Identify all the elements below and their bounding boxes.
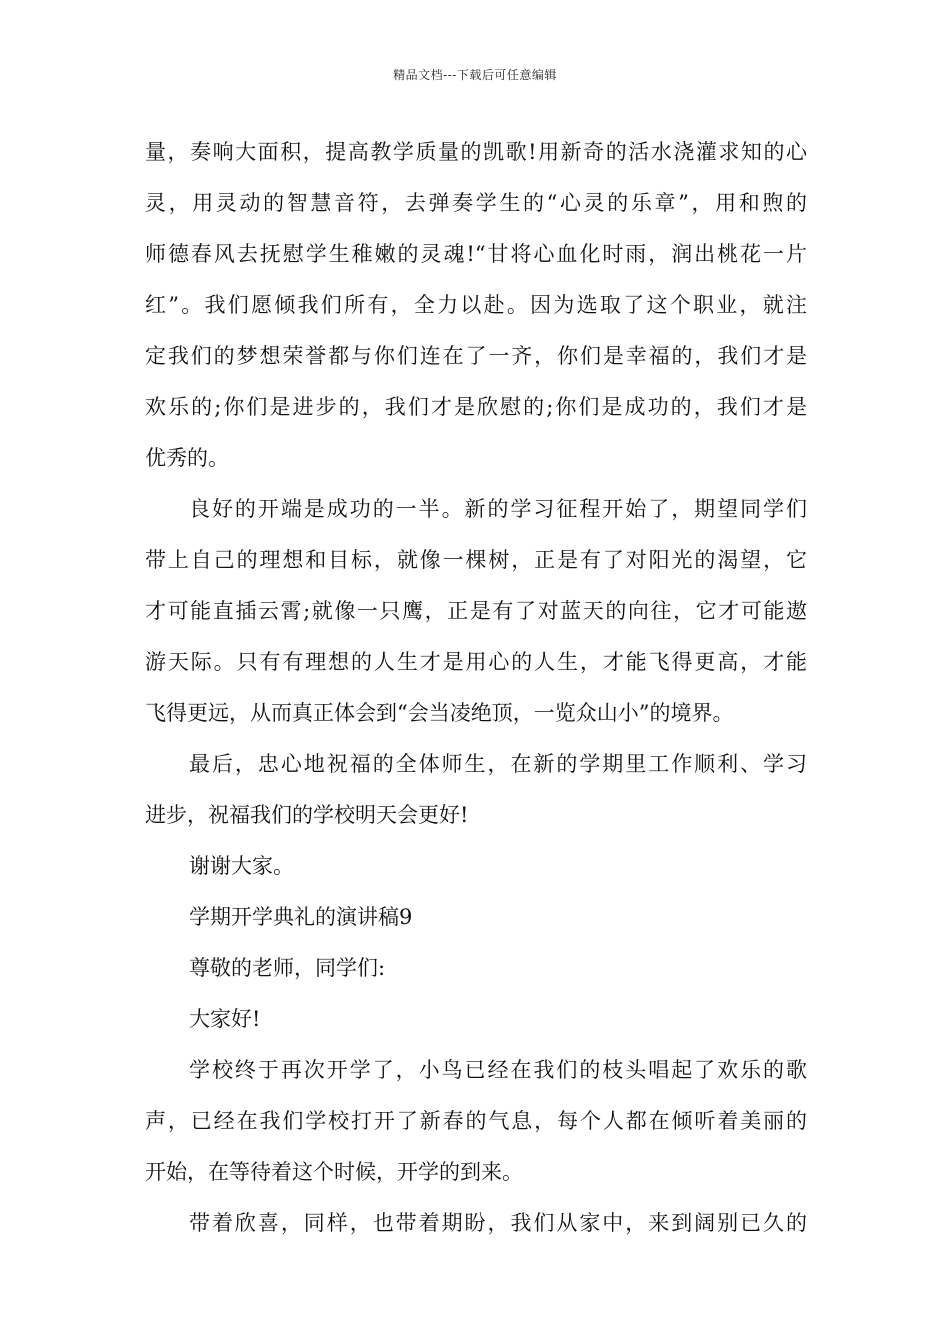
page-header: 精品文档---下载后可任意编辑 xyxy=(393,68,557,82)
paragraph xyxy=(145,127,807,484)
text-line: 带上自己的理想和目标，就像一棵树，正是有了对阳光的渴望，它 xyxy=(145,548,807,572)
text-line: 最后，忠心地祝福的全体师生，在新的学期里工作顺利、学习 xyxy=(189,752,807,776)
text-line: 进步，祝福我们的学校明天会更好! xyxy=(145,803,469,827)
text-line: 游天际。只有有理想的人生才是用心的人生，才能飞得更高，才能 xyxy=(145,650,807,674)
text-line: 带着欣喜，同样，也带着期盼，我们从家中，来到阔别已久的 xyxy=(189,1211,807,1235)
text-line: 定我们的梦想荣誉都与你们连在了一齐，你们是幸福的，我们才是 xyxy=(145,344,807,368)
text-line: 学期开学典礼的演讲稿9 xyxy=(189,905,413,929)
text-line: 学校终于再次开学了，小鸟已经在我们的枝头唱起了欢乐的歌 xyxy=(189,1058,807,1082)
text-line: 飞得更远，从而真正体会到“会当凌绝顶，一览众山小”的境界。 xyxy=(145,701,734,725)
text-line: 尊敬的老师，同学们: xyxy=(189,956,386,980)
text-line: 师德春风去抚慰学生稚嫩的灵魂!“甘将心血化时雨，润出桃花一片 xyxy=(145,242,807,266)
text-line: 声，已经在我们学校打开了新春的气息，每个人都在倾听着美丽的 xyxy=(145,1109,807,1133)
paragraph xyxy=(145,994,807,1045)
document-body xyxy=(145,127,807,1249)
paragraph xyxy=(145,943,807,994)
paragraph xyxy=(145,739,807,841)
paragraph xyxy=(145,892,807,943)
text-line: 红”。我们愿倾我们所有，全力以赴。因为选取了这个职业，就注 xyxy=(145,293,807,317)
text-line: 优秀的。 xyxy=(145,446,229,470)
text-line: 谢谢大家。 xyxy=(189,854,294,878)
text-line: 大家好! xyxy=(189,1007,261,1031)
paragraph xyxy=(145,1198,807,1249)
paragraph xyxy=(145,484,807,739)
text-line: 量，奏响大面积，提高教学质量的凯歌!用新奇的活水浇灌求知的心 xyxy=(145,140,807,164)
paragraph xyxy=(145,841,807,892)
text-line: 欢乐的;你们是进步的，我们才是欣慰的;你们是成功的，我们才是 xyxy=(145,395,807,419)
text-line: 才可能直插云霄;就像一只鹰，正是有了对蓝天的向往，它才可能遨 xyxy=(145,599,807,623)
text-line: 开始，在等待着这个时候，开学的到来。 xyxy=(145,1160,523,1184)
text-line: 良好的开端是成功的一半。新的学习征程开始了，期望同学们 xyxy=(189,497,807,521)
text-line: 灵，用灵动的智慧音符，去弹奏学生的“心灵的乐章”，用和煦的 xyxy=(145,191,807,215)
paragraph xyxy=(145,1045,807,1198)
